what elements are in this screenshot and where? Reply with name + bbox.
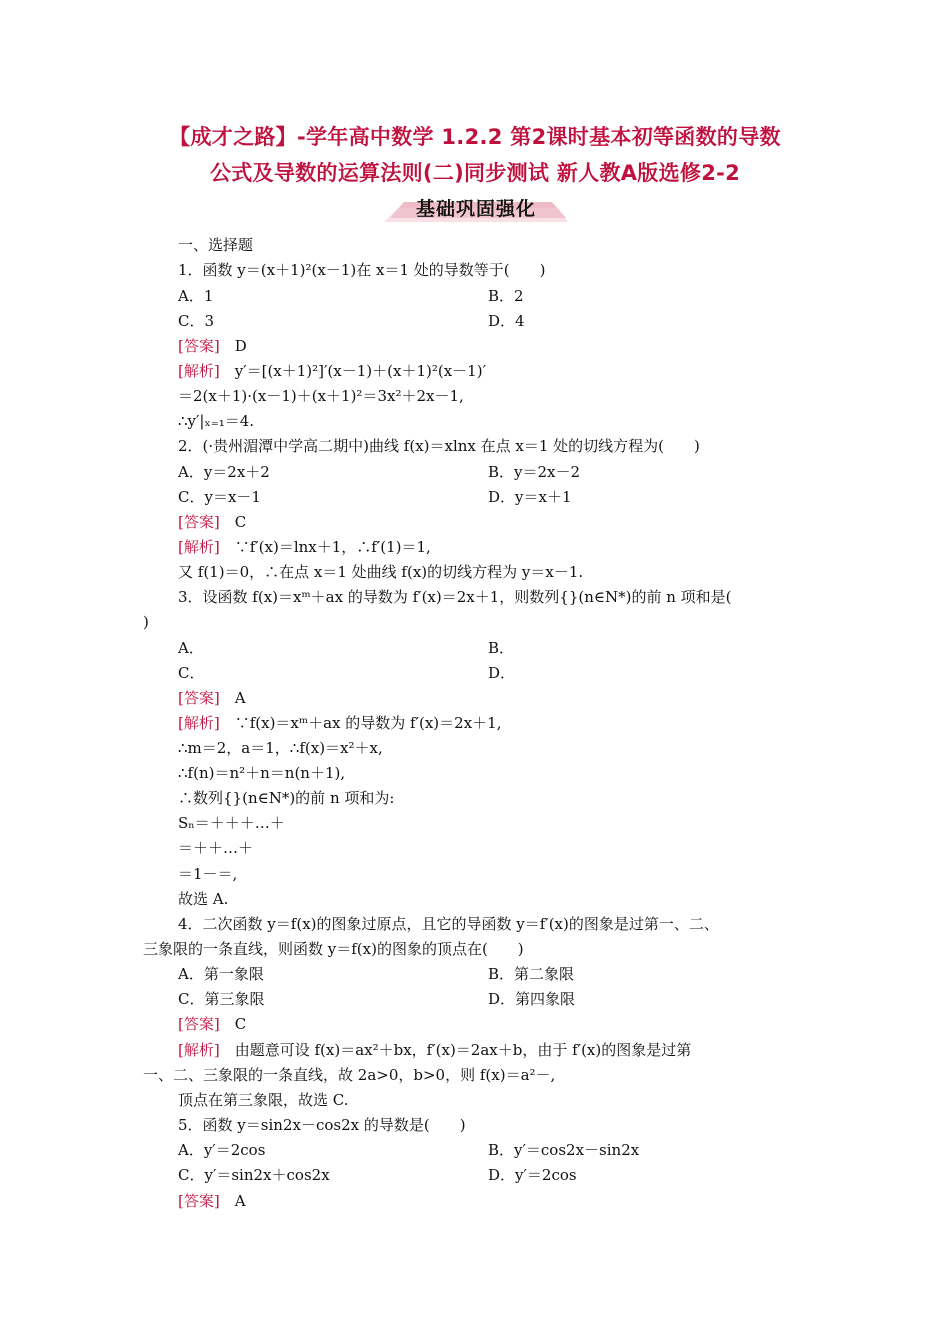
line-text: 2．(·贵州湄潭中学高二期中)曲线 f(x)＝xlnx 在点 x＝1 处的切线方程为( ) (178, 437, 700, 455)
line-text: D． (488, 664, 516, 682)
line-text: 5．函数 y＝sin2x－cos2x 的导数是( ) (178, 1116, 466, 1134)
line-text: 3．设函数 f(x)＝xᵐ＋ax 的导数为 f′(x)＝2x＋1，则数列{}(n∈N*)的前 n 项和是( (178, 588, 732, 606)
text-line (178, 1090, 348, 1110)
text-line (178, 864, 237, 884)
analysis-tag: [解析] (178, 1041, 220, 1059)
text-line (488, 663, 515, 683)
line-text: 4．二次函数 y＝f(x)的图象过原点，且它的导函数 y＝f′(x)的图象是过第一、二、 (178, 915, 719, 933)
text-line (178, 336, 247, 356)
text-line (178, 738, 383, 758)
line-text: D．4 (488, 312, 525, 330)
text-line (178, 1014, 246, 1034)
line-text: ∴y′|ₓ₌₁＝4. (178, 412, 255, 430)
text-line (178, 1115, 466, 1135)
line-text: ∴m＝2，a＝1，∴f(x)＝x²＋x, (178, 739, 383, 757)
line-text: D．y＝x＋1 (488, 488, 572, 506)
line-text: C． (178, 664, 205, 682)
line-text: C．第三象限 (178, 990, 265, 1008)
text-line (178, 713, 501, 733)
text-line (178, 487, 261, 507)
text-line (178, 462, 270, 482)
document-title-line-1: 【成才之路】-学年高中数学 1.2.2 第2课时基本初等函数的导数 (169, 125, 781, 149)
line-text: ∴数列{}(n∈N*)的前 n 项和为: (178, 789, 395, 807)
text-line (143, 1065, 555, 1085)
line-text: y′＝[(x＋1)²]′(x－1)＋(x＋1)²(x－1)′ (219, 362, 486, 380)
section-banner-label: 基础巩固强化 (415, 198, 536, 220)
text-line (178, 788, 394, 808)
analysis-tag: [解析] (178, 714, 220, 732)
text-line (488, 989, 575, 1009)
line-text: 1．函数 y＝(x＋1)²(x－1)在 x＝1 处的导数等于( ) (178, 261, 546, 279)
text-line (488, 1140, 639, 1160)
text-line (178, 311, 214, 331)
text-line (178, 914, 719, 934)
text-line (488, 638, 514, 658)
text-line (143, 612, 149, 632)
line-text: D．第四象限 (488, 990, 576, 1008)
text-line (178, 838, 253, 858)
line-text: 顶点在第三象限，故选 C. (178, 1091, 349, 1109)
answer-tag: [答案] (178, 689, 220, 707)
line-text: ) (143, 613, 149, 631)
line-text: 又 f(1)＝0，∴在点 x＝1 处曲线 f(x)的切线方程为 y＝x－1. (178, 563, 584, 581)
line-text: A．第一象限 (178, 965, 264, 983)
text-line (178, 386, 464, 406)
line-text: 三象限的一条直线，则函数 y＝f(x)的图象的顶点在( ) (143, 940, 524, 958)
line-text: C．y＝x－1 (178, 488, 261, 506)
line-text: ＝＋＋…＋ (178, 839, 254, 857)
text-line (178, 1191, 246, 1211)
analysis-tag: [解析] (178, 362, 220, 380)
text-line (178, 436, 700, 456)
text-line (178, 260, 545, 280)
line-text: C (219, 1015, 247, 1033)
line-text: A．y＝2x＋2 (178, 463, 270, 481)
text-line (488, 487, 572, 507)
line-text: B．2 (488, 287, 524, 305)
line-text: ＝1－＝, (178, 865, 238, 883)
line-text: B．y＝2x－2 (488, 463, 581, 481)
text-line (178, 361, 486, 381)
line-text: C．3 (178, 312, 215, 330)
text-line (178, 663, 204, 683)
text-line (178, 286, 213, 306)
line-text: 故选 A. (178, 890, 229, 908)
text-line (178, 688, 246, 708)
text-line (178, 235, 253, 255)
text-line (178, 763, 345, 783)
line-text: ∵f(x)＝xᵐ＋ax 的导数为 f′(x)＝2x＋1, (219, 714, 502, 732)
line-text: A．1 (178, 287, 214, 305)
line-text: C．y′＝sin2x＋cos2x (178, 1166, 330, 1184)
text-line (488, 1165, 577, 1185)
text-line (178, 964, 264, 984)
analysis-tag: [解析] (178, 538, 220, 556)
line-text: D．y′＝2cos (488, 1166, 577, 1184)
line-text: B． (488, 639, 515, 657)
text-line (178, 512, 246, 532)
line-text: ＝2(x＋1)·(x－1)＋(x＋1)²＝3x²＋2x－1, (178, 387, 464, 405)
answer-tag: [答案] (178, 513, 220, 531)
line-text: 一、选择题 (178, 236, 254, 254)
text-line (178, 1140, 265, 1160)
text-line (178, 1040, 691, 1060)
answer-tag: [答案] (178, 1015, 220, 1033)
line-text: ∵f′(x)＝lnx＋1，∴f′(1)＝1, (219, 538, 431, 556)
text-line (488, 462, 580, 482)
text-line (488, 286, 524, 306)
text-line (143, 939, 524, 959)
text-line (178, 813, 285, 833)
line-text: ∴f(n)＝n²＋n＝n(n＋1), (178, 764, 346, 782)
line-text: A． (178, 639, 204, 657)
text-line (488, 964, 574, 984)
text-line (178, 411, 254, 431)
line-text: A．y′＝2cos (178, 1141, 266, 1159)
line-text: C (219, 513, 247, 531)
text-line (178, 1165, 330, 1185)
text-line (178, 989, 264, 1009)
answer-tag: [答案] (178, 1192, 220, 1210)
line-text: B．第二象限 (488, 965, 575, 983)
line-text: 一、二、三象限的一条直线，故 2a>0，b>0，则 f(x)＝a²－, (143, 1066, 556, 1084)
text-line (178, 537, 431, 557)
line-text: A (219, 1192, 246, 1210)
text-line (178, 889, 228, 909)
answer-tag: [答案] (178, 337, 220, 355)
text-line (488, 311, 525, 331)
line-text: 由题意可设 f(x)＝ax²＋bx，f′(x)＝2ax＋b，由于 f′(x)的图象是过第 (219, 1041, 692, 1059)
document-title-line-2: 公式及导数的运算法则(二)同步测试 新人教A版选修2-2 (209, 161, 741, 185)
text-line (178, 562, 583, 582)
line-text: D (219, 337, 247, 355)
text-line (178, 587, 732, 607)
line-text: B．y′＝cos2x－sin2x (488, 1141, 640, 1159)
text-line (178, 638, 204, 658)
line-text: A (219, 689, 246, 707)
line-text: Sₙ＝＋＋＋…＋ (178, 814, 285, 832)
